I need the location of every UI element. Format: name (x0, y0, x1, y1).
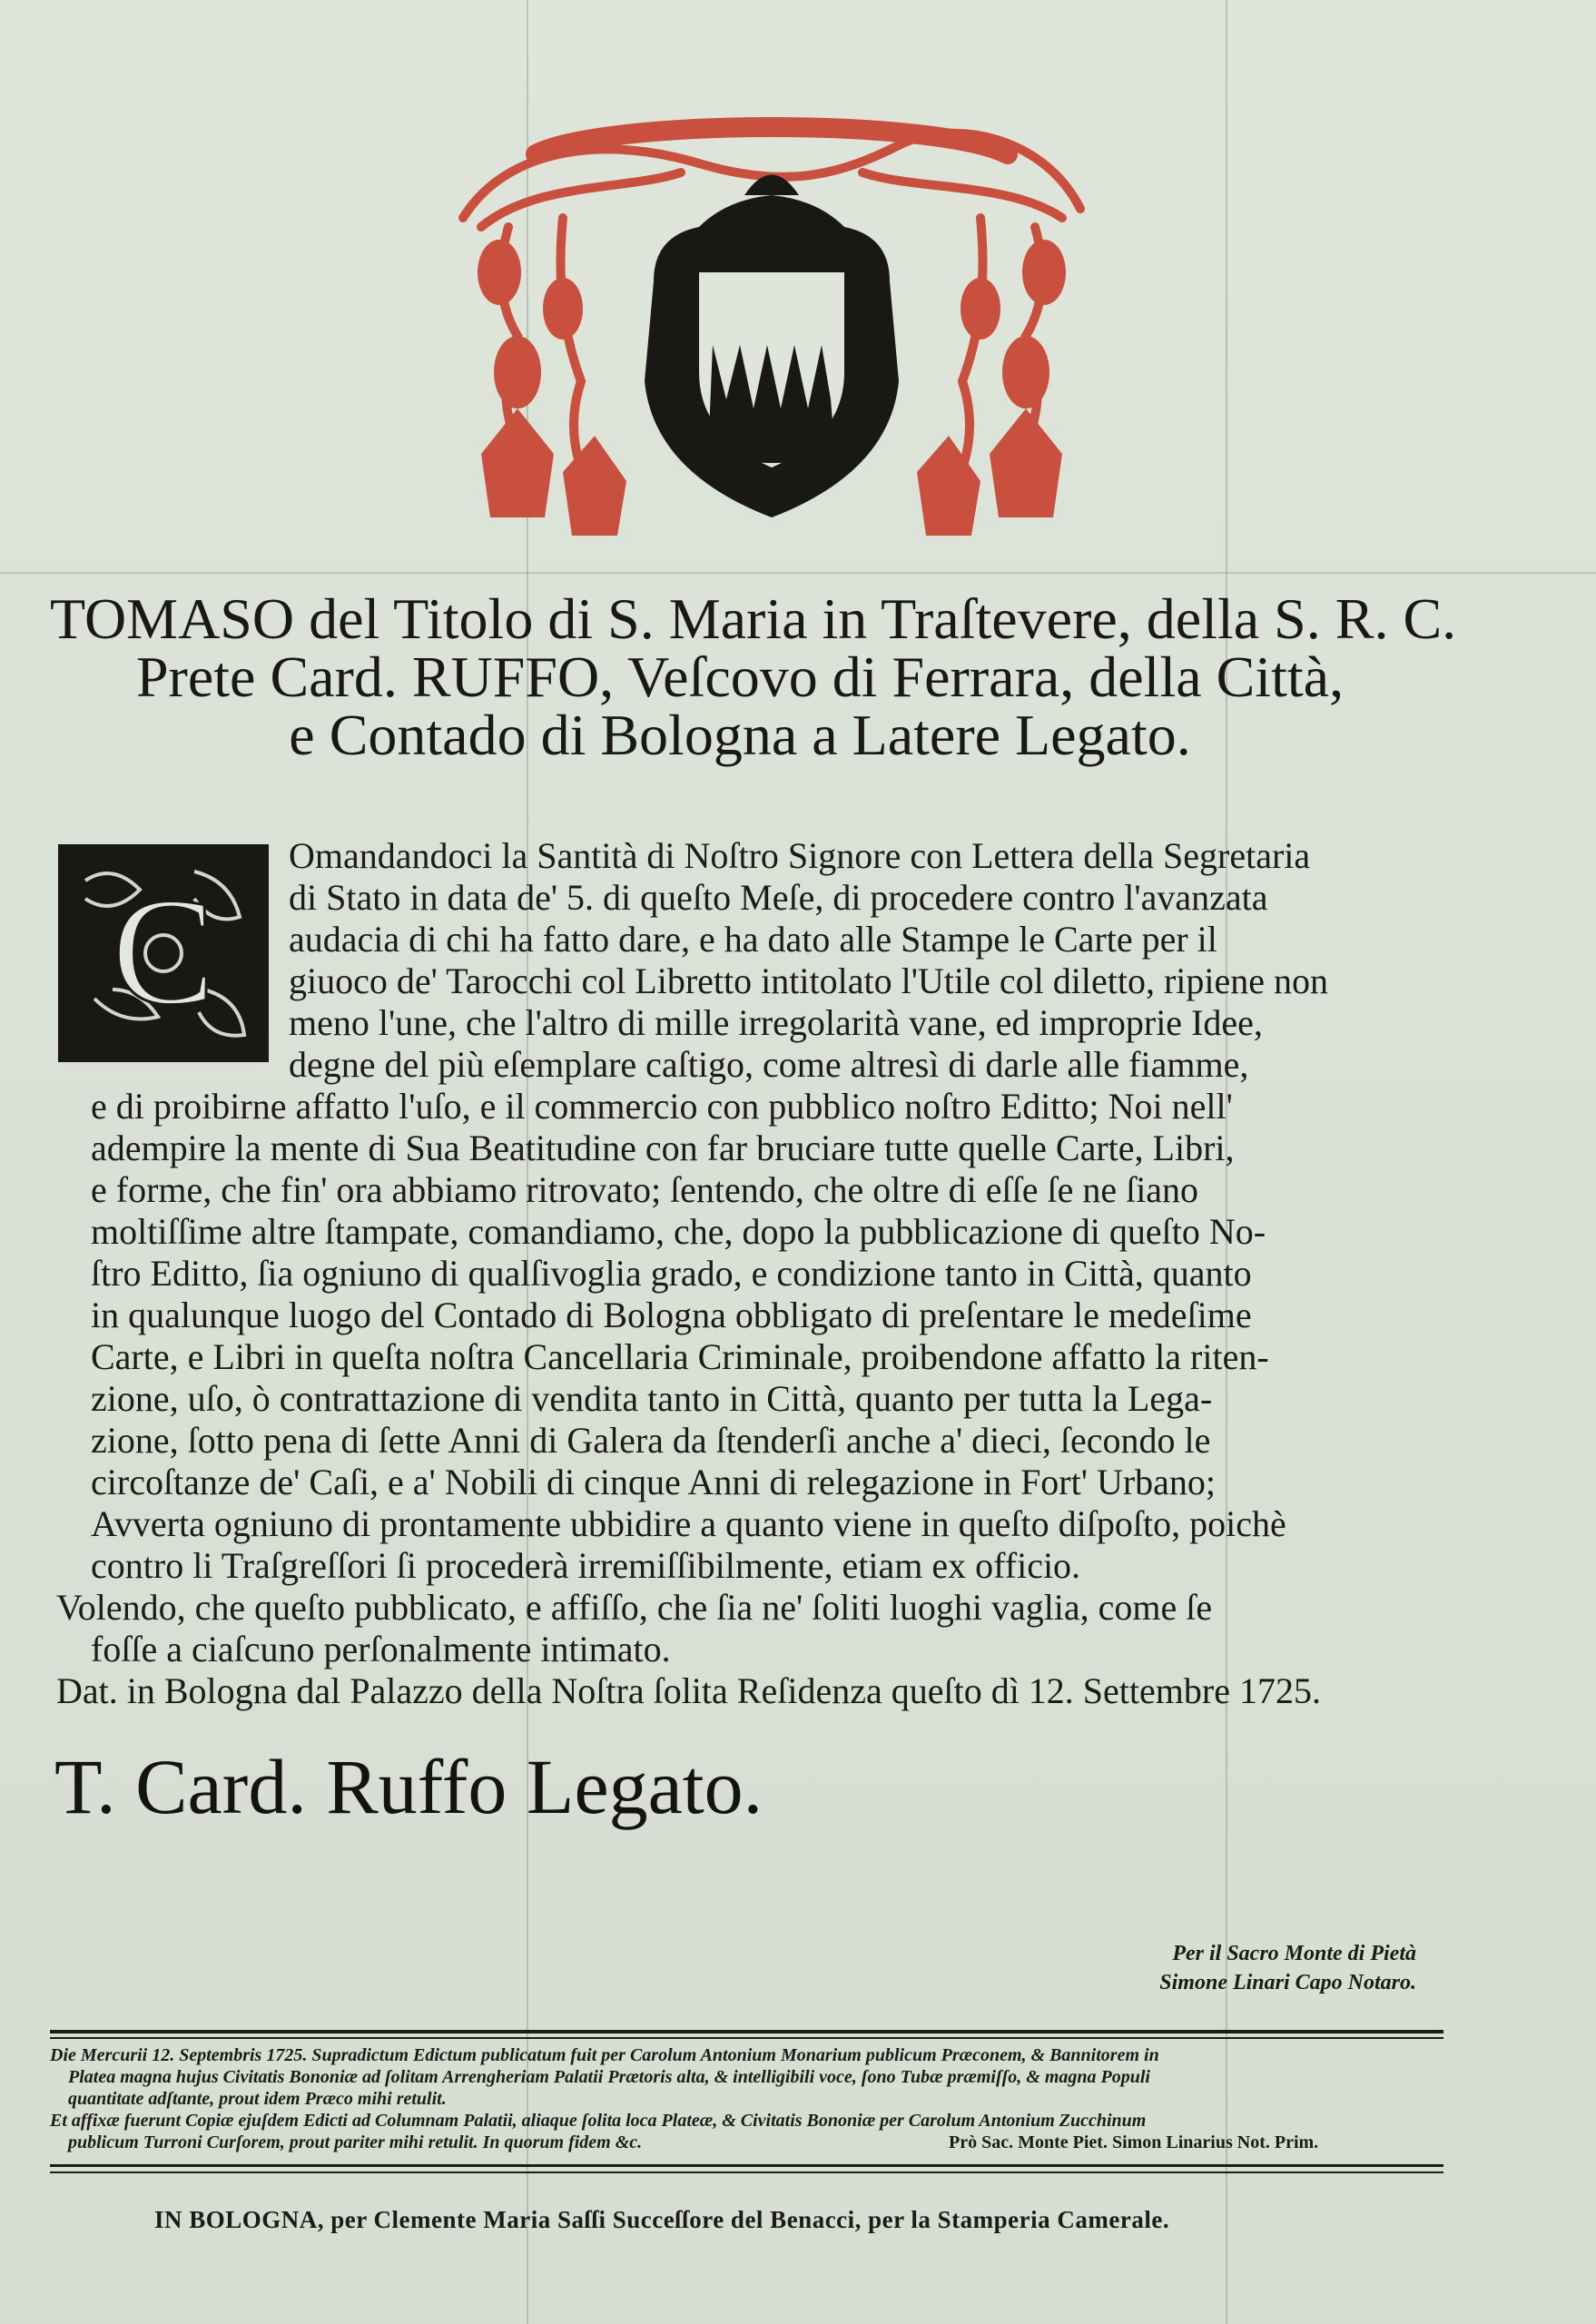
text-line: Omandandoci la Santità di Noſtro Signore con Lettera della Segretaria (289, 835, 1311, 876)
text-line: in qualunque luogo del Contado di Bologna obbligato di preſentare le medeſime (91, 1295, 1252, 1335)
signature: T. Card. Ruffo Legato. (54, 1743, 764, 1830)
text-line: meno l'une, che l'altro di mille irregolarità vane, ed improprie Idee, (289, 1002, 1263, 1043)
notary-block (1035, 1939, 1416, 1997)
record-line: Platea magna hujus Civitatis Bononiæ ad ſolitam Arrengheriam Palatii Prætoris alta, & intelligibili voce, ſono Tubæ præmiſſo, & magna Populi (68, 2067, 1150, 2087)
text-line: adempire la mente di Sua Beatitudine con far bruciare tutte quelle Carte, Libri, (91, 1128, 1235, 1168)
notary-line: Per il Sacro Monte di Pietà (1172, 1942, 1416, 1965)
text-line: e forme, che fin' ora abbiamo ritrovato; ſentendo, che oltre di eſſe ſe ne ſiano (91, 1169, 1199, 1210)
heading-line: e Contado di Bologna a Latere Legato. (289, 703, 1191, 767)
text-line: ſtro Editto, ſia ogniuno di qualſivoglia grado, e condizione tanto in Città, quanto (91, 1253, 1252, 1294)
svg-text:C: C (112, 866, 215, 1037)
notary-line: Simone Linari Capo Notaro. (1159, 1971, 1416, 1994)
attestation: Prò Sac. Monte Piet. Simon Linarius Not. Prim. (949, 2132, 1319, 2152)
fold-line (0, 572, 1596, 574)
divider (50, 2030, 1443, 2034)
date-line: Dat. in Bologna dal Palazzo della Noſtra ſolita Reſidenza queſto dì 12. Settembre 1725. (56, 1670, 1321, 1711)
text-line: audacia di chi ha fatto dare, e ha dato alle Stampe le Carte per il (289, 919, 1217, 960)
text-line: moltiſſime altre ſtampate, comandiamo, che, dopo la pubblicazione di queſto No- (91, 1211, 1266, 1252)
heading-line: Prete Card. RUFFO, Veſcovo di Ferrara, della Città, (135, 645, 1345, 709)
text-line: Volendo, che queſto pubblicato, e affiſſo, che ſia ne' ſoliti luoghi vaglia, come ſe (56, 1587, 1213, 1628)
text-line: di Stato in data de' 5. di queſto Meſe, di procedere contro l'avanzata (289, 877, 1268, 918)
divider (50, 2171, 1443, 2173)
shield-cartouche (645, 175, 899, 518)
text-line: Avverta ogniuno di prontamente ubbidire a quanto viene in queſto diſpoſto, poichè (91, 1503, 1286, 1544)
record-text: publicum Turroni Curſorem, prout pariter mihi retulit. In quorum fidem &c. (68, 2132, 643, 2152)
record-line: Die Mercurii 12. Septembris 1725. Supradictum Edictum publicatum fuit per Carolum Antonium Monarium publicum Præconem, & Bannitorem in (50, 2045, 1159, 2065)
edict-heading (50, 586, 1457, 767)
record-line: Et affixæ fuerunt Copiæ ejuſdem Edicti ad Columnam Palatii, aliaque ſolita loca Plateæ, & Civitatis Bononiæ per Carolum Antonium Zucchinum (50, 2111, 1147, 2131)
printer-imprint: IN BOLOGNA, per Clemente Maria Saſſi Succeſſore del Benacci, per la Stamperia Camerale. (154, 2206, 1170, 2233)
text-line: zione, ſotto pena di ſette Anni di Galera da ſtenderſi anche a' dieci, ſecondo le (91, 1420, 1211, 1461)
text-line: foſſe a ciaſcuno perſonalmente intimato. (91, 1629, 671, 1669)
publication-record (50, 2044, 1453, 2153)
decorated-initial (58, 844, 269, 1062)
record-line (50, 2132, 1453, 2153)
divider (50, 2037, 1443, 2039)
divider (50, 2164, 1443, 2167)
text-line: Carte, e Libri in queſta noſtra Cancellaria Criminale, proibendone affatto la riten- (91, 1336, 1269, 1377)
text-line: giuoco de' Tarocchi col Libretto intitolato l'Utile col diletto, ripiene non (289, 960, 1329, 1001)
heading-line: TOMASO del Titolo di S. Maria in Traſtevere, della S. R. C. (50, 586, 1457, 651)
coat-of-arms (427, 109, 1117, 563)
edict-body-indented (289, 835, 1328, 1086)
text-line: contro li Traſgreſſori ſi procederà irremiſſibilmente, etiam ex officio. (91, 1545, 1081, 1586)
record-line: quantitate adſtante, prout idem Præco mihi retulit. (68, 2089, 447, 2109)
text-line: e di proibirne affatto l'uſo, e il commercio con pubblico noſtro Editto; Noi nell' (91, 1086, 1233, 1127)
edict-closing (56, 1587, 1321, 1712)
edict-body (91, 1086, 1286, 1587)
text-line: circoſtanze de' Caſi, e a' Nobili di cinque Anni di relegazione in Fort' Urbano; (91, 1462, 1217, 1502)
text-line: degne del più eſemplare caſtigo, come altresì di darle alle fiamme, (289, 1044, 1249, 1085)
text-line: zione, uſo, ò contrattazione di vendita tanto in Città, quanto per tutta la Lega- (91, 1378, 1213, 1419)
